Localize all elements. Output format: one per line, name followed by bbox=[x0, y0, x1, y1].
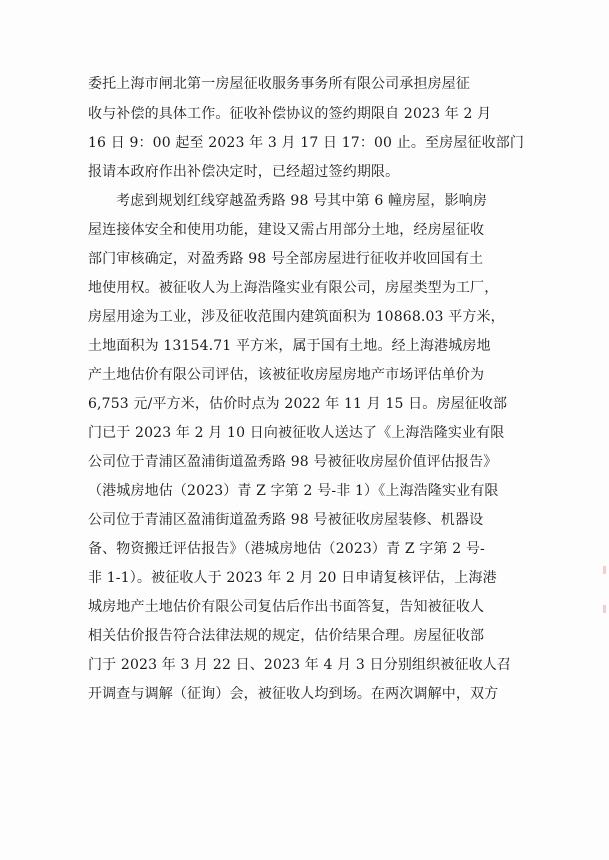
paragraph-2-line-13: 备、物资搬迁评估报告》（港城房地估（2023）青 Z 字第 2 号- bbox=[88, 541, 485, 557]
paragraph-2-line-6: 土地面积为 13154.71 平方米，属于国有土地。经上海港城房地 bbox=[88, 338, 491, 354]
paragraph-2-line-4: 地使用权。被征收人为上海浩隆实业有限公司，房屋类型为工厂， bbox=[88, 280, 499, 296]
paragraph-2-line-18: 开调查与调解（征询）会，被征收人均到场。在两次调解中，双方 bbox=[88, 686, 499, 702]
paragraph-2-line-16: 相关估价报告符合法律法规的规定，估价结果合理。房屋征收部 bbox=[88, 628, 485, 644]
paragraph-1-line-3: 16 日 9：00 起至 2023 年 3 月 17 日 17：00 止。至房屋征收部门 bbox=[88, 135, 525, 151]
seal-edge-mark bbox=[603, 605, 606, 613]
paragraph-2-line-11: （港城房地估（2023）青 Z 字第 2 号-非 1）《上海浩隆实业有限 bbox=[88, 483, 499, 499]
paragraph-2-line-3: 部门审核确定，对盈秀路 98 号全部房屋进行征收并收回国有土 bbox=[88, 251, 484, 267]
paragraph-2-line-9: 门已于 2023 年 2 月 10 日向被征收人送达了《上海浩隆实业有限 bbox=[88, 425, 505, 441]
paragraph-2-line-10: 公司位于青浦区盈浦街道盈秀路 98 号被征收房屋价值评估报告》 bbox=[88, 454, 498, 470]
paragraph-2-line-7: 产土地估价有限公司评估，该被征收房屋房地产市场评估单价为 bbox=[88, 367, 485, 383]
paragraph-2-line-15: 城房地产土地估价有限公司复估后作出书面答复，告知被征收人 bbox=[88, 599, 485, 615]
paragraph-2-line-8: 6,753 元/平方米，估价时点为 2022 年 11 月 15 日。房屋征收部 bbox=[88, 396, 508, 412]
paragraph-2-line-12: 公司位于青浦区盈浦街道盈秀路 98 号被征收房屋装修、机器设 bbox=[88, 512, 484, 528]
paragraph-2-line-17: 门于 2023 年 3 月 22 日、2023 年 4 月 3 日分别组织被征收人召 bbox=[88, 657, 512, 673]
seal-edge-mark bbox=[603, 566, 606, 574]
paragraph-1-line-1: 委托上海市闸北第一房屋征收服务事务所有限公司承担房屋征 bbox=[88, 76, 471, 92]
paragraph-1-line-2: 收与补偿的具体工作。征收补偿协议的签约期限自 2023 年 2 月 bbox=[88, 106, 492, 122]
paragraph-2-line-1: 考虑到规划红线穿越盈秀路 98 号其中第 6 幢房屋，影响房 bbox=[116, 193, 488, 209]
paragraph-1-line-4: 报请本政府作出补偿决定时，已经超过签约期限。 bbox=[88, 164, 400, 180]
paragraph-2-line-2: 屋连接体安全和使用功能，建设又需占用部分土地，经房屋征收 bbox=[88, 222, 485, 238]
paragraph-2-line-5: 房屋用途为工业，涉及征收范围内建筑面积为 10868.03 平方米， bbox=[88, 309, 505, 325]
paragraph-2-line-14: 非 1-1）。被征收人于 2023 年 2 月 20 日申请复核评估，上海港 bbox=[88, 570, 497, 586]
